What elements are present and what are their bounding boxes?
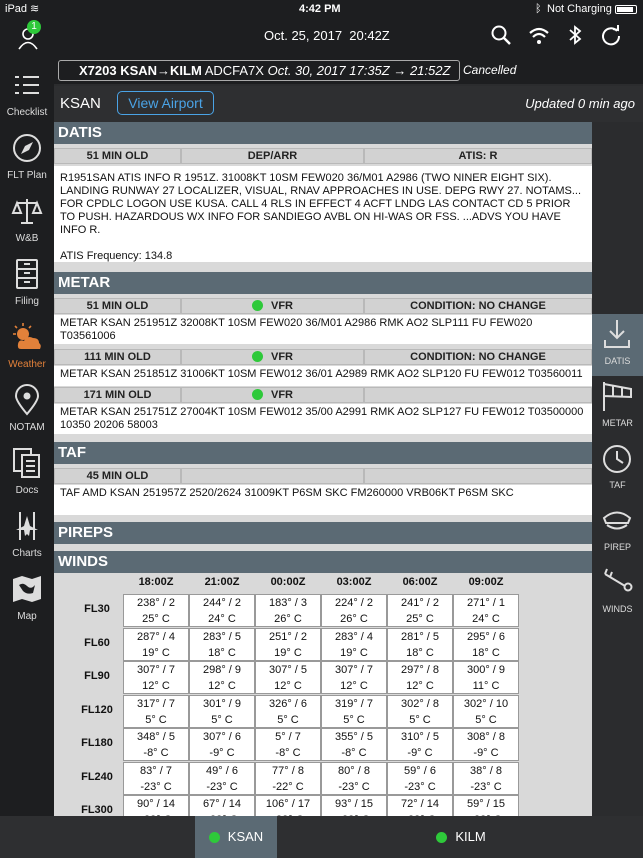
- airport-tab-bar: [0, 816, 643, 858]
- datis-age: 51 MIN OLD: [54, 148, 181, 164]
- wind-temperature: 5° C: [409, 713, 431, 726]
- documents-icon: [11, 447, 43, 479]
- winds-cell: [123, 628, 189, 661]
- metar-section-title: METAR: [54, 272, 592, 294]
- winds-cell: [189, 661, 255, 694]
- sidebar-item-wb[interactable]: [0, 189, 54, 252]
- wind-direction-speed: 319° / 7: [334, 697, 374, 710]
- winds-section-title: WINDS: [54, 551, 592, 573]
- sidebar-item-map[interactable]: [0, 567, 54, 630]
- sidebar-item-notam[interactable]: [0, 378, 54, 441]
- top-nav: [0, 18, 643, 56]
- pireps-section-title: PIREPS: [54, 522, 592, 544]
- winds-cell: [123, 594, 189, 627]
- winds-cell: [387, 762, 453, 795]
- metar-age: 111 MIN OLD: [54, 349, 181, 365]
- winds-cell: [387, 728, 453, 761]
- wind-direction-speed: 183° / 3: [268, 597, 308, 609]
- flight-bar: [0, 56, 643, 84]
- runway-chart-icon: [11, 510, 43, 542]
- wind-direction-speed: 90° / 14: [136, 798, 176, 810]
- winds-level-label: FL240: [81, 770, 113, 783]
- metar-condition: CONDITION: NO CHANGE: [364, 349, 592, 365]
- wind-direction-speed: 38° / 8: [470, 764, 502, 777]
- wind-temperature: -9° C: [407, 747, 433, 759]
- wind-direction-speed: 251° / 2: [268, 630, 308, 643]
- rail-item-label: METAR: [602, 418, 633, 428]
- rail-item-label: DATIS: [604, 356, 631, 366]
- wind-temperature: -23° C: [140, 780, 172, 793]
- winds-cell: [123, 762, 189, 795]
- winds-cell: [321, 661, 387, 694]
- datis-body: [54, 166, 592, 262]
- winds-cell: [255, 728, 321, 761]
- datis-type: DEP/ARR: [181, 148, 364, 164]
- flight-status: Cancelled: [463, 63, 517, 77]
- winds-level-label: FL180: [81, 737, 113, 749]
- wind-temperature: 12° C: [142, 680, 170, 692]
- wind-temperature: 25° C: [142, 613, 170, 625]
- wind-temperature: 11° C: [472, 680, 500, 692]
- wifi-status-icon: ≋: [30, 3, 40, 15]
- rail-item-taf[interactable]: [592, 438, 643, 500]
- winds-cell: [453, 695, 519, 728]
- wind-direction-speed: 302° / 10: [463, 697, 509, 710]
- winds-time-header: 03:00Z: [336, 576, 372, 588]
- metar-age: 51 MIN OLD: [54, 298, 181, 314]
- metar-category: VFR: [181, 349, 364, 365]
- wind-temperature: -23° C: [470, 780, 502, 793]
- winds-cell: [321, 695, 387, 728]
- wind-temperature: -22° C: [272, 780, 304, 793]
- taf-header-blank: [364, 468, 592, 484]
- sidebar-item-label: Docs: [15, 485, 39, 496]
- wind-barb-icon: [601, 566, 634, 599]
- wind-temperature: -8° C: [341, 747, 367, 759]
- sidebar: [0, 56, 54, 816]
- wind-direction-speed: 307° / 5: [268, 664, 308, 676]
- battery-icon: [615, 5, 637, 14]
- wind-temperature: 12° C: [340, 680, 368, 692]
- winds-cell: [453, 762, 519, 795]
- wind-direction-speed: 93° / 15: [334, 798, 374, 810]
- wind-direction-speed: 295° / 6: [466, 630, 506, 643]
- sidebar-item-label: Weather: [8, 359, 46, 370]
- wind-temperature: 25° C: [406, 613, 434, 625]
- rail-item-label: TAF: [609, 480, 626, 490]
- status-indicator: [209, 832, 220, 843]
- wind-direction-speed: 355° / 5: [334, 731, 374, 743]
- vfr-indicator: [252, 389, 263, 400]
- search-icon[interactable]: [490, 24, 512, 46]
- wind-temperature: 18° C: [406, 646, 434, 659]
- section-rail: [592, 122, 643, 816]
- wind-temperature: -9° C: [209, 747, 235, 759]
- wind-direction-speed: 5° / 7: [275, 731, 301, 743]
- metar-condition: [364, 387, 592, 403]
- wind-direction-speed: 308° / 8: [466, 731, 506, 743]
- sidebar-item-filing[interactable]: [0, 252, 54, 315]
- sidebar-item-label: NOTAM: [9, 422, 45, 433]
- updated-status: Updated 0 min ago: [525, 96, 635, 111]
- wind-temperature: 12° C: [274, 680, 302, 692]
- airport-bar: [54, 86, 643, 122]
- rail-item-label: PIREP: [603, 542, 631, 552]
- wind-temperature: -23° C: [206, 780, 238, 793]
- rail-item-winds[interactable]: [592, 562, 643, 624]
- wind-direction-speed: 80° / 8: [338, 764, 370, 777]
- wind-direction-speed: 83° / 7: [140, 764, 172, 777]
- wind-temperature: 19° C: [340, 646, 368, 659]
- clock-icon: [601, 442, 634, 475]
- winds-cell: [123, 728, 189, 761]
- tab-kilm[interactable]: KILM: [420, 816, 502, 858]
- winds-cell: [189, 762, 255, 795]
- wind-direction-speed: 301° / 9: [202, 697, 242, 710]
- wind-temperature: -23° C: [404, 780, 436, 793]
- map-icon: [11, 573, 43, 605]
- winds-time-header: 00:00Z: [270, 576, 306, 588]
- wind-direction-speed: 59° / 6: [404, 764, 436, 777]
- winds-cell: [189, 594, 255, 627]
- taf-section-title: TAF: [54, 442, 592, 464]
- winds-cell: [255, 628, 321, 661]
- winds-level-label: FL120: [81, 703, 113, 716]
- wind-temperature: 18° C: [208, 646, 236, 659]
- wind-direction-speed: 224° / 2: [334, 597, 374, 609]
- wind-direction-speed: 310° / 5: [400, 731, 440, 743]
- wind-temperature: 19° C: [274, 646, 302, 659]
- status-indicator: [436, 832, 447, 843]
- wind-direction-speed: 281° / 5: [400, 630, 440, 643]
- tab-ksan[interactable]: KSAN: [195, 816, 277, 858]
- sidebar-item-flt-plan[interactable]: [0, 126, 54, 189]
- winds-cell: [387, 628, 453, 661]
- weather-icon: [11, 321, 43, 353]
- winds-cell: [321, 594, 387, 627]
- wind-direction-speed: 297° / 8: [400, 664, 440, 676]
- bluetooth-status-icon: ᛒ: [535, 3, 542, 15]
- sidebar-item-label: Map: [17, 611, 37, 622]
- wind-temperature: 18° C: [472, 646, 500, 659]
- scale-icon: [11, 195, 43, 227]
- winds-time-header: 21:00Z: [204, 576, 240, 588]
- wifi-icon[interactable]: [528, 24, 550, 46]
- wind-direction-speed: 317° / 7: [136, 697, 176, 710]
- wind-temperature: 5° C: [475, 713, 497, 726]
- winds-cell: [321, 628, 387, 661]
- metar-condition: CONDITION: NO CHANGE: [364, 298, 592, 314]
- rail-item-pirep[interactable]: [592, 500, 643, 562]
- wind-temperature: -8° C: [143, 747, 169, 759]
- wind-direction-speed: 307° / 7: [136, 664, 176, 676]
- wind-direction-speed: 307° / 7: [334, 664, 374, 676]
- sidebar-item-charts[interactable]: [0, 504, 54, 567]
- winds-cell: [387, 661, 453, 694]
- wind-temperature: 24° C: [472, 613, 500, 625]
- vfr-indicator: [252, 300, 263, 311]
- taf-age: 45 MIN OLD: [54, 468, 181, 484]
- winds-cell: [189, 628, 255, 661]
- profile-button[interactable]: [14, 22, 44, 52]
- sidebar-item-label: Filing: [15, 296, 39, 307]
- wind-temperature: 19° C: [142, 646, 170, 659]
- compass-icon: [11, 132, 43, 164]
- wind-temperature: 26° C: [274, 613, 302, 625]
- datis-atis-code: ATIS: R: [364, 148, 592, 164]
- winds-cell: [123, 661, 189, 694]
- wind-direction-speed: 77° / 8: [272, 764, 304, 777]
- wind-direction-speed: 49° / 6: [206, 764, 238, 777]
- wind-direction-speed: 67° / 14: [202, 798, 242, 810]
- winds-cell: [387, 695, 453, 728]
- flight-schedule: Oct. 30, 2017 17:35Z → 21:52Z: [267, 63, 451, 78]
- winds-cell: [453, 728, 519, 761]
- wind-temperature: 5° C: [277, 713, 299, 726]
- winds-time-header: 06:00Z: [402, 576, 438, 588]
- winds-cell: [255, 661, 321, 694]
- wind-temperature: 5° C: [211, 713, 233, 726]
- windsock-icon: [601, 380, 634, 413]
- vfr-indicator: [252, 351, 263, 362]
- wind-direction-speed: 283° / 5: [202, 630, 242, 643]
- winds-level-label: FL300: [81, 804, 113, 816]
- metar-category: VFR: [181, 387, 364, 403]
- winds-cell: [453, 594, 519, 627]
- wind-direction-speed: 287° / 4: [136, 630, 176, 643]
- view-airport-button[interactable]: View Airport: [117, 91, 214, 115]
- filing-cabinet-icon: [11, 258, 43, 290]
- winds-cell: [387, 594, 453, 627]
- bluetooth-icon[interactable]: [566, 24, 584, 46]
- wind-temperature: 12° C: [406, 680, 434, 692]
- flight-tail: ADCFA7X: [204, 63, 264, 78]
- wind-temperature: 5° C: [343, 713, 365, 726]
- wind-direction-speed: 298° / 9: [202, 664, 242, 676]
- winds-cell: [255, 695, 321, 728]
- taf-text: TAF AMD KSAN 251957Z 2520/2624 31009KT P6SM SKC FM260000 VRB06KT P6SM SKC: [54, 485, 592, 515]
- winds-cell: [321, 728, 387, 761]
- rail-item-datis[interactable]: [592, 314, 643, 376]
- pilot-cap-icon: [601, 504, 634, 537]
- status-time: 4:42 PM: [299, 3, 341, 15]
- sidebar-item-label: Charts: [12, 548, 42, 559]
- wind-temperature: -9° C: [473, 747, 499, 759]
- sidebar-item-label: Checklist: [6, 107, 48, 118]
- metar-age: 171 MIN OLD: [54, 387, 181, 403]
- device-name: iPad: [5, 3, 28, 15]
- datis-text: R1951SAN ATIS INFO R 1951Z. 31008KT 10SM FEW020 36/M01 A2986 (TWO NINER EIGHT SIX). LANDING RUNWAY 27 LOCALIZER, VISUAL, RNAV APPROACHES IN USE. DEPG RWY 27. NOTAMS... FOR CPDLC LOGON USE KUSA. CALL 4 RLS IN EFFECT 4 ACFT LNDG LAS CONTACT CD 5 PRIOR TO PUSH. HAZARDOUS WX INFO FOR SANDIEGO AVBL ON HI-WAS OR FSS. ...ADVS YOU HAVE INFO R.: [60, 172, 582, 236]
- wind-direction-speed: 59° / 15: [466, 798, 506, 810]
- wind-direction-speed: 283° / 4: [334, 630, 374, 643]
- sidebar-item-weather[interactable]: [0, 315, 54, 378]
- wind-direction-speed: 307° / 6: [202, 731, 242, 743]
- winds-level-label: FL60: [84, 636, 110, 649]
- refresh-icon[interactable]: [600, 24, 622, 46]
- metar-category: VFR: [181, 298, 364, 314]
- wind-direction-speed: 72° / 14: [400, 798, 440, 810]
- wind-temperature: 24° C: [208, 613, 236, 625]
- checklist-icon: [11, 69, 43, 101]
- notification-badge: 1: [27, 20, 41, 34]
- flight-route: X7203 KSAN→KILM: [79, 63, 202, 78]
- winds-time-header: 09:00Z: [468, 576, 504, 588]
- wind-direction-speed: 271° / 1: [466, 597, 506, 609]
- wind-direction-speed: 300° / 9: [466, 664, 506, 676]
- winds-cell: [453, 628, 519, 661]
- metar-text: METAR KSAN 251751Z 27004KT 10SM FEW012 35/00 A2991 RMK AO2 SLP127 FU FEW012 T03500000 10350 20206 58003: [54, 404, 592, 434]
- wind-temperature: -8° C: [275, 747, 301, 759]
- wind-temperature: -23° C: [338, 780, 370, 793]
- wind-temperature: 26° C: [340, 613, 368, 625]
- winds-cell: [189, 695, 255, 728]
- datis-frequency: ATIS Frequency: 134.8: [60, 250, 173, 262]
- metar-text: METAR KSAN 251851Z 31006KT 10SM FEW012 36/01 A2989 RMK AO2 SLP120 FU FEW012 T03560011: [54, 366, 592, 386]
- taf-header-blank: [181, 468, 364, 484]
- sidebar-item-checklist[interactable]: [0, 63, 54, 126]
- wind-direction-speed: 106° / 17: [265, 798, 311, 810]
- winds-level-label: FL90: [84, 670, 110, 682]
- current-datetime: Oct. 25, 2017 20:42Z: [264, 28, 390, 43]
- airport-code: KSAN: [60, 95, 101, 112]
- winds-level-label: FL30: [84, 603, 110, 615]
- location-pin-icon: [11, 384, 43, 416]
- winds-time-header: 18:00Z: [138, 576, 174, 588]
- charging-status: Not Charging: [547, 3, 612, 15]
- winds-cell: [123, 695, 189, 728]
- status-bar: [0, 0, 643, 18]
- wind-direction-speed: 326° / 6: [268, 697, 308, 710]
- wind-direction-speed: 241° / 2: [400, 597, 440, 609]
- wind-direction-speed: 348° / 5: [136, 731, 176, 743]
- sidebar-item-label: W&B: [15, 233, 39, 244]
- metar-text: METAR KSAN 251951Z 32008KT 10SM FEW020 36/M01 A2986 RMK AO2 SLP111 FU FEW020 T03561006: [54, 315, 592, 344]
- rail-item-metar[interactable]: [592, 376, 643, 438]
- winds-cell: [321, 762, 387, 795]
- download-arrow-icon: [601, 318, 634, 351]
- weather-content: [54, 122, 592, 816]
- winds-cell: [255, 762, 321, 795]
- wind-temperature: 12° C: [208, 680, 236, 692]
- winds-cell: [453, 661, 519, 694]
- flight-selector[interactable]: [58, 60, 460, 81]
- wind-direction-speed: 244° / 2: [202, 597, 242, 609]
- wind-direction-speed: 238° / 2: [136, 597, 176, 609]
- sidebar-item-label: FLT Plan: [7, 170, 47, 181]
- sidebar-item-docs[interactable]: [0, 441, 54, 504]
- datis-section-title: DATIS: [54, 122, 592, 144]
- winds-cell: [189, 728, 255, 761]
- winds-cell: [255, 594, 321, 627]
- rail-item-label: WINDS: [602, 604, 633, 614]
- wind-direction-speed: 302° / 8: [400, 697, 440, 710]
- wind-temperature: 5° C: [145, 713, 167, 726]
